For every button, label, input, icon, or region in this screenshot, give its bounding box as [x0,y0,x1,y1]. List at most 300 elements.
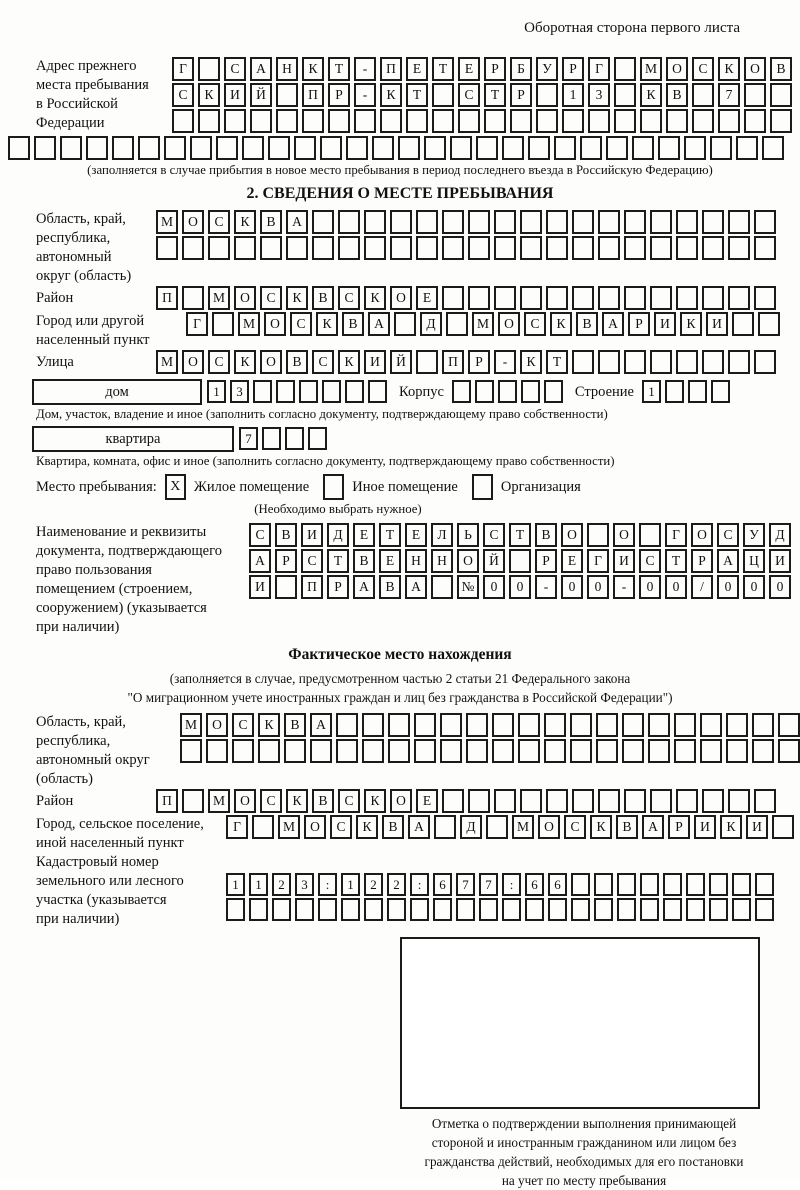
char-cell [442,236,464,260]
char-cell [345,380,364,403]
char-cell [702,236,724,260]
char-cell: В [312,286,334,310]
fact-oblast-label: Область, край, республика, автономный округ (область) [36,714,150,787]
char-cell [440,713,462,737]
char-cell [554,136,576,160]
cadastre-cells [226,873,774,923]
char-cell [702,286,724,310]
char-cell [468,236,490,260]
char-cell: 7 [456,873,475,896]
street-field [8,350,792,376]
raion-row [156,286,776,310]
char-cell [632,136,654,160]
char-cell [387,898,406,921]
char-cell: К [520,350,542,374]
apartment-field [32,426,792,452]
char-cell: А [717,549,739,573]
raion-label: Район [36,290,74,306]
char-cell [686,873,705,896]
char-cell [658,136,680,160]
char-cell: Й [390,350,412,374]
char-cell [544,380,563,403]
char-cell: Т [379,523,401,547]
prev-address-block [8,57,792,135]
char-cell [494,210,516,234]
checkbox-other-premises [323,474,344,500]
char-cell [598,350,620,374]
char-cell: И [746,815,768,839]
char-cell [650,350,672,374]
char-cell: К [258,713,280,737]
char-cell [709,873,728,896]
char-cell [752,739,774,763]
char-cell [372,136,394,160]
char-cell: В [576,312,598,336]
char-cell [180,739,202,763]
char-cell: Е [405,523,427,547]
char-cell [726,739,748,763]
char-cell: И [694,815,716,839]
cadastre-label: Кадастровый номер земельного или лесного участка (указывается при наличии) [36,854,184,927]
char-cell [692,83,714,107]
char-cell [570,739,592,763]
char-cell [424,136,446,160]
char-cell: М [640,57,662,81]
char-cell [112,136,134,160]
char-cell: - [354,83,376,107]
char-cell: Р [691,549,713,573]
checkbox-organization [472,474,493,500]
char-cell: А [286,210,308,234]
char-cell: Д [460,815,482,839]
char-cell [498,380,517,403]
char-cell: С [260,286,282,310]
char-cell [666,109,688,133]
char-cell [208,236,230,260]
char-cell [262,427,281,450]
char-cell: А [250,57,272,81]
char-cell [663,873,682,896]
char-cell [587,523,609,547]
char-cell [234,236,256,260]
char-cell [286,236,308,260]
char-cell [710,136,732,160]
char-cell [614,109,636,133]
char-cell: Т [509,523,531,547]
char-cell [663,898,682,921]
char-cell: И [301,523,323,547]
char-cell [34,136,56,160]
char-cell [432,109,454,133]
char-cell: Г [172,57,194,81]
char-cell: Г [588,57,610,81]
char-cell [510,109,532,133]
char-cell: : [502,873,521,896]
char-cell [299,380,318,403]
char-cell: М [180,713,202,737]
char-cell [295,898,314,921]
char-cell [728,789,750,813]
street-label: Улица [36,354,74,370]
char-cell: 3 [295,873,314,896]
char-cell: С [301,549,323,573]
char-cell [390,236,412,260]
document-row-2 [249,549,791,573]
char-cell [164,136,186,160]
char-cell: 1 [207,380,226,403]
char-cell [502,898,521,921]
char-cell [502,136,524,160]
fact-oblast-row-2 [180,739,800,763]
char-cell: С [330,815,352,839]
char-cell [624,236,646,260]
char-cell [596,739,618,763]
char-cell: К [590,815,612,839]
char-cell: Г [587,549,609,573]
char-cell: В [275,523,297,547]
char-cell: Е [353,523,375,547]
prev-address-overflow-row [8,136,792,160]
char-cell: О [613,523,635,547]
char-cell [752,713,774,737]
fact-oblast-cells [180,713,800,765]
document-row-3 [249,575,791,599]
char-cell: Р [668,815,690,839]
char-cell [736,136,758,160]
char-cell [338,236,360,260]
char-cell: О [304,815,326,839]
char-cell [388,739,410,763]
char-cell [284,739,306,763]
char-cell: Н [405,549,427,573]
cadastre-field [8,853,792,929]
char-cell [190,136,212,160]
char-cell: Е [416,789,438,813]
char-cell: / [691,575,713,599]
char-cell [520,236,542,260]
char-cell: Н [431,549,453,573]
fact-raion-field [8,789,792,815]
char-cell [572,286,594,310]
char-cell [580,136,602,160]
char-cell [570,713,592,737]
char-cell: Е [379,549,401,573]
char-cell: К [640,83,662,107]
char-cell: С [338,286,360,310]
char-cell: Р [562,57,584,81]
char-cell: С [249,523,271,547]
char-cell [525,898,544,921]
prev-address-label: Адрес прежнего места пребывания в Российской Федерации [36,58,149,131]
char-cell: 1 [642,380,661,403]
char-cell [778,739,800,763]
char-cell: С [338,789,360,813]
char-cell: К [234,210,256,234]
char-cell: Р [468,350,490,374]
char-cell [364,210,386,234]
char-cell [276,380,295,403]
char-cell [650,210,672,234]
char-cell: А [353,575,375,599]
char-cell [711,380,730,403]
char-cell: Д [769,523,791,547]
char-cell: 1 [562,83,584,107]
char-cell [676,286,698,310]
char-cell [544,713,566,737]
char-cell [544,739,566,763]
char-cell [640,898,659,921]
char-cell [294,136,316,160]
char-cell [509,549,531,573]
char-cell [732,312,754,336]
char-cell: - [354,57,376,81]
char-cell: И [654,312,676,336]
char-cell: К [198,83,220,107]
char-cell: Б [510,57,532,81]
stay-type-note: (Необходимо выбрать нужное) [254,502,422,516]
char-cell [364,236,386,260]
char-cell: А [408,815,430,839]
char-cell [394,312,416,336]
char-cell: С [290,312,312,336]
char-cell [476,136,498,160]
char-cell: С [639,549,661,573]
char-cell: Т [327,549,349,573]
char-cell: С [312,350,334,374]
char-cell: О [744,57,766,81]
char-cell [546,789,568,813]
char-cell [617,873,636,896]
char-cell [276,109,298,133]
char-cell [182,236,204,260]
char-cell [328,109,350,133]
prev-address-row-3 [172,109,792,133]
char-cell: 3 [230,380,249,403]
char-cell: В [260,210,282,234]
house-number-cells [207,380,387,403]
char-cell: И [769,549,791,573]
char-cell: В [770,57,792,81]
char-cell [594,898,613,921]
apartment-box-label: квартира [32,426,234,452]
stamp-caption: Отметка о подтверждении выполнения принимающей стороной и иностранным гражданином или лицом без гражданства действий, необходимых для его постановки на учет по месту пребывания [424,1116,744,1188]
fact-city-label: Город, сельское поселение, иной населенный пункт [36,816,204,851]
char-cell [588,109,610,133]
char-cell [364,898,383,921]
char-cell [754,210,776,234]
option-residential-label: Жилое помещение [193,478,310,495]
char-cell: А [642,815,664,839]
fact-city-row [226,815,794,839]
char-cell [728,210,750,234]
cadastre-row-1 [226,873,774,896]
char-cell: М [208,286,230,310]
char-cell [518,739,540,763]
char-cell: С [224,57,246,81]
char-cell [728,236,750,260]
char-cell: О [390,789,412,813]
prev-address-row-2 [172,83,792,107]
char-cell: Е [416,286,438,310]
char-cell [8,136,30,160]
char-cell: М [278,815,300,839]
document-field [8,523,792,637]
char-cell [341,898,360,921]
char-cell [249,898,268,921]
char-cell [224,109,246,133]
char-cell [700,739,722,763]
char-cell: П [380,57,402,81]
char-cell [362,739,384,763]
char-cell [624,789,646,813]
char-cell [252,815,274,839]
char-cell: К [720,815,742,839]
char-cell [639,523,661,547]
char-cell [172,109,194,133]
char-cell [492,739,514,763]
char-cell: С [172,83,194,107]
char-cell: Е [458,57,480,81]
char-cell: Г [226,815,248,839]
char-cell: А [310,713,332,737]
char-cell: В [312,789,334,813]
char-cell: - [613,575,635,599]
char-cell: М [472,312,494,336]
char-cell: К [286,789,308,813]
char-cell: 0 [743,575,765,599]
char-cell: 7 [239,427,258,450]
char-cell [692,109,714,133]
stay-type-field [8,474,792,500]
char-cell: Р [327,575,349,599]
char-cell: 6 [433,873,452,896]
char-cell: 0 [717,575,739,599]
char-cell: Л [431,523,453,547]
char-cell: И [249,575,271,599]
char-cell: Д [420,312,442,336]
char-cell: М [156,350,178,374]
char-cell [440,739,462,763]
char-cell: В [379,575,401,599]
char-cell: - [494,350,516,374]
char-cell [368,380,387,403]
char-cell: М [238,312,260,336]
char-cell: И [706,312,728,336]
char-cell [468,789,490,813]
char-cell: 1 [249,873,268,896]
raion-field [8,286,792,312]
char-cell: А [368,312,390,336]
option-organization-label: Организация [500,478,581,495]
char-cell: 2 [387,873,406,896]
char-cell: Т [406,83,428,107]
char-cell: К [286,286,308,310]
char-cell: А [405,575,427,599]
char-cell [606,136,628,160]
char-cell [536,83,558,107]
char-cell: О [390,286,412,310]
document-cells [249,523,791,601]
char-cell [546,210,568,234]
fact-oblast-row-1 [180,713,800,737]
char-cell: О [260,350,282,374]
char-cell [468,286,490,310]
char-cell [492,713,514,737]
char-cell: 0 [769,575,791,599]
char-cell: Е [406,57,428,81]
char-cell [302,109,324,133]
char-cell [276,83,298,107]
char-cell: К [356,815,378,839]
char-cell: К [338,350,360,374]
char-cell [466,713,488,737]
char-cell: С [260,789,282,813]
char-cell: О [666,57,688,81]
char-cell: П [156,789,178,813]
char-cell [594,873,613,896]
char-cell: 0 [561,575,583,599]
char-cell [138,136,160,160]
city-field [8,312,792,350]
char-cell: О [457,549,479,573]
char-cell [572,350,594,374]
char-cell [770,83,792,107]
char-cell: И [224,83,246,107]
char-cell [650,236,672,260]
char-cell: О [691,523,713,547]
char-cell [250,109,272,133]
house-field [32,379,792,405]
char-cell [198,109,220,133]
char-cell: К [302,57,324,81]
char-cell [494,236,516,260]
prev-address-cells [172,57,792,135]
char-cell [456,898,475,921]
char-cell [617,898,636,921]
char-cell [648,739,670,763]
korpus-label: Корпус [399,383,444,400]
char-cell [414,713,436,737]
char-cell: П [156,286,178,310]
fact-raion-label: Район [36,793,74,809]
house-box-label: дом [32,379,202,405]
char-cell: В [535,523,557,547]
char-cell: Й [483,549,505,573]
char-cell: П [301,575,323,599]
char-cell: А [249,549,271,573]
char-cell: О [538,815,560,839]
char-cell: М [512,815,534,839]
char-cell [466,739,488,763]
char-cell [728,286,750,310]
char-cell: № [457,575,479,599]
char-cell [744,109,766,133]
char-cell [388,713,410,737]
char-cell [754,789,776,813]
char-cell: К [364,789,386,813]
char-cell [410,898,429,921]
char-cell [458,109,480,133]
fact-city-field [8,815,792,853]
char-cell [755,873,774,896]
char-cell [548,898,567,921]
char-cell [571,873,590,896]
char-cell [318,898,337,921]
char-cell: : [318,873,337,896]
char-cell [562,109,584,133]
char-cell [709,898,728,921]
char-cell [700,713,722,737]
